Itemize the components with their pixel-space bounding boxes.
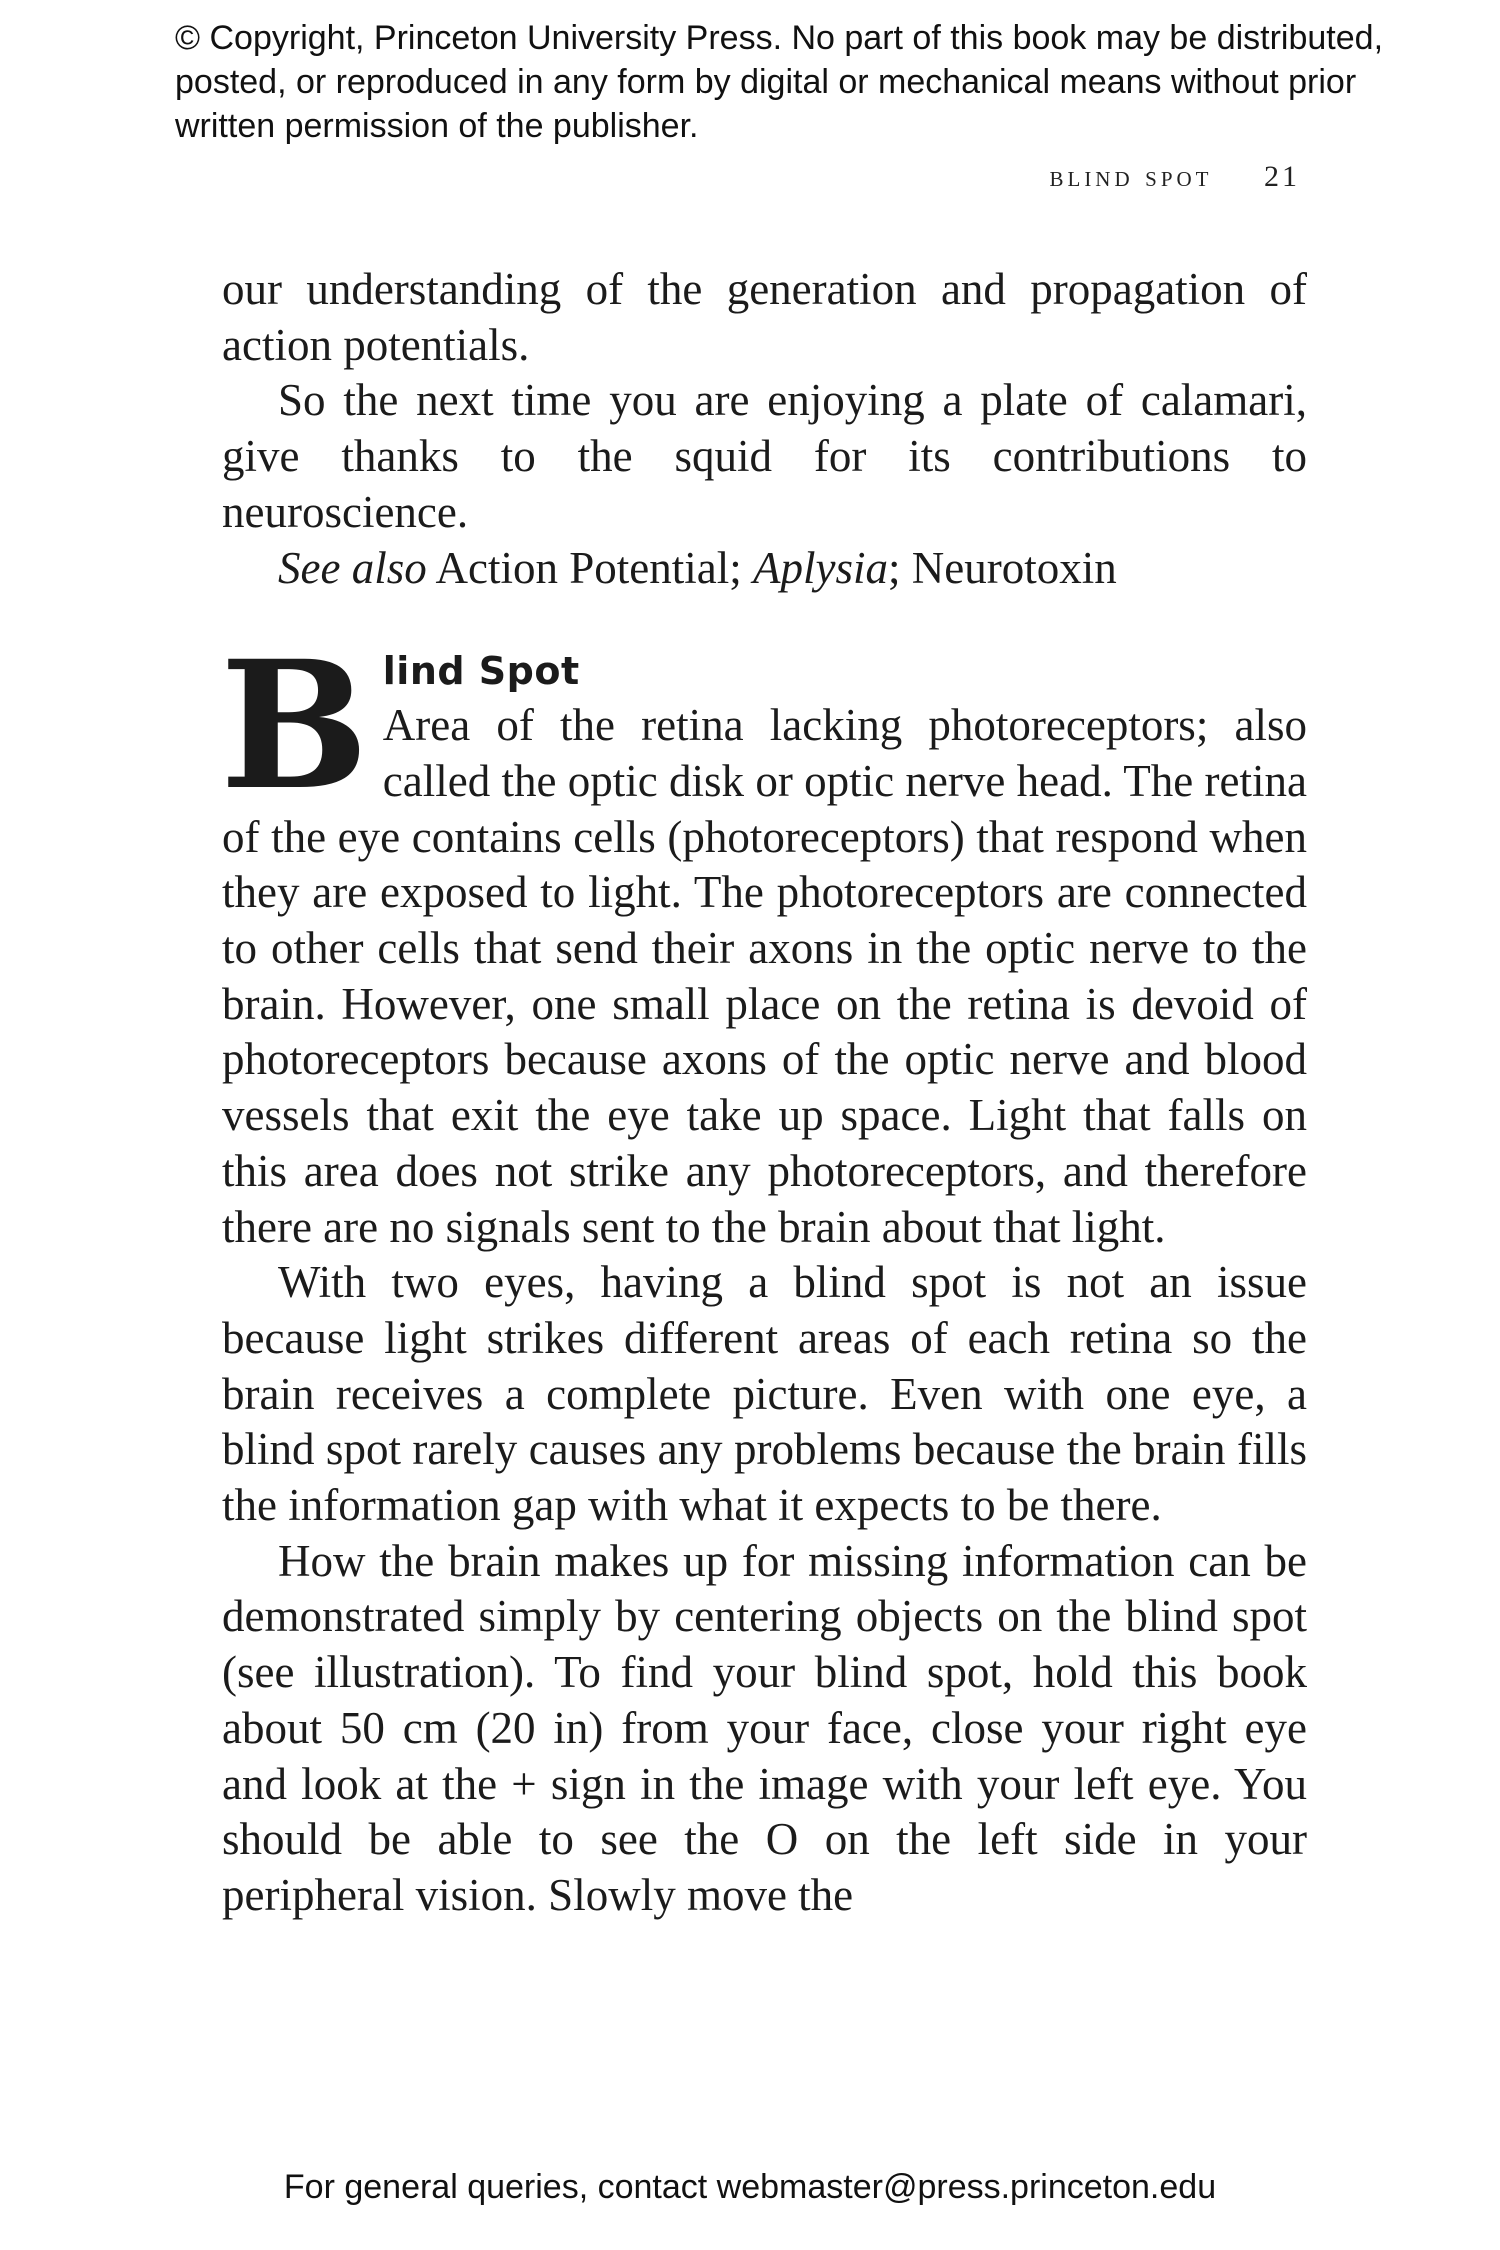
copyright-notice: © Copyright, Princeton University Press. No part of this book may be distributed, posted, or reproduced in any form by digital or mechanical means without prior written permission of the publisher. xyxy=(175,19,1384,145)
running-head-title: blind spot xyxy=(1049,160,1213,193)
running-head xyxy=(1049,160,1300,194)
continued-paragraph: our understanding of the generation and propagation of action potentials. xyxy=(222,264,1307,370)
see-also-link-action-potential: Action Potential xyxy=(435,542,730,593)
drop-cap: B xyxy=(220,622,369,830)
entry-paragraph-demonstration: How the brain makes up for missing information can be demonstrated simply by centering objects on the blind spot (see illustration). To find your blind spot, hold this book about 50 cm (20 in) from your face, close your right eye and look at the + sign in the image with your left eye. You should be able to see the O on the left side in your peripheral vision. Slowly move the xyxy=(222,1535,1307,1920)
entry-heading: lind Spot xyxy=(382,649,580,694)
calamari-paragraph: So the next time you are enjoying a plate of calamari, give thanks to the squid for its contributions to neuroscience. xyxy=(222,375,1307,537)
blind-spot-entry xyxy=(220,622,1307,1923)
see-also-link-neurotoxin: Neurotoxin xyxy=(911,542,1117,593)
page-body xyxy=(222,262,1307,1924)
see-also-label: See also xyxy=(278,542,427,593)
see-also-link-aplysia: Aplysia xyxy=(752,542,888,593)
footer-contact: For general queries, contact webmaster@press.princeton.edu xyxy=(283,2168,1217,2206)
page-number: 21 xyxy=(1264,160,1300,193)
see-also-line: See also Action Potential; Aplysia; Neurotoxin xyxy=(278,542,1117,593)
entry-definition: Area of the retina lacking photoreceptors; also called the optic disk or optic nerve head. The retina of the eye contains cells (photoreceptors) that respond when they are exposed to light. The photoreceptors are connected to other cells that send their axons in the optic nerve to the brain. However, one small place on the retina is devoid of photoreceptors because axons of the optic nerve and blood vessels that exit the eye take up space. Light that falls on this area does not strike any photoreceptors, and therefore there are no signals sent to the brain about that light. xyxy=(222,700,1307,1252)
entry-paragraph-two-eyes: With two eyes, having a blind spot is not an issue because light strikes different areas of each retina so the brain receives a complete picture. Even with one eye, a blind spot rarely causes any problems because the brain fills the information gap with what it expects to be there. xyxy=(222,1257,1307,1531)
